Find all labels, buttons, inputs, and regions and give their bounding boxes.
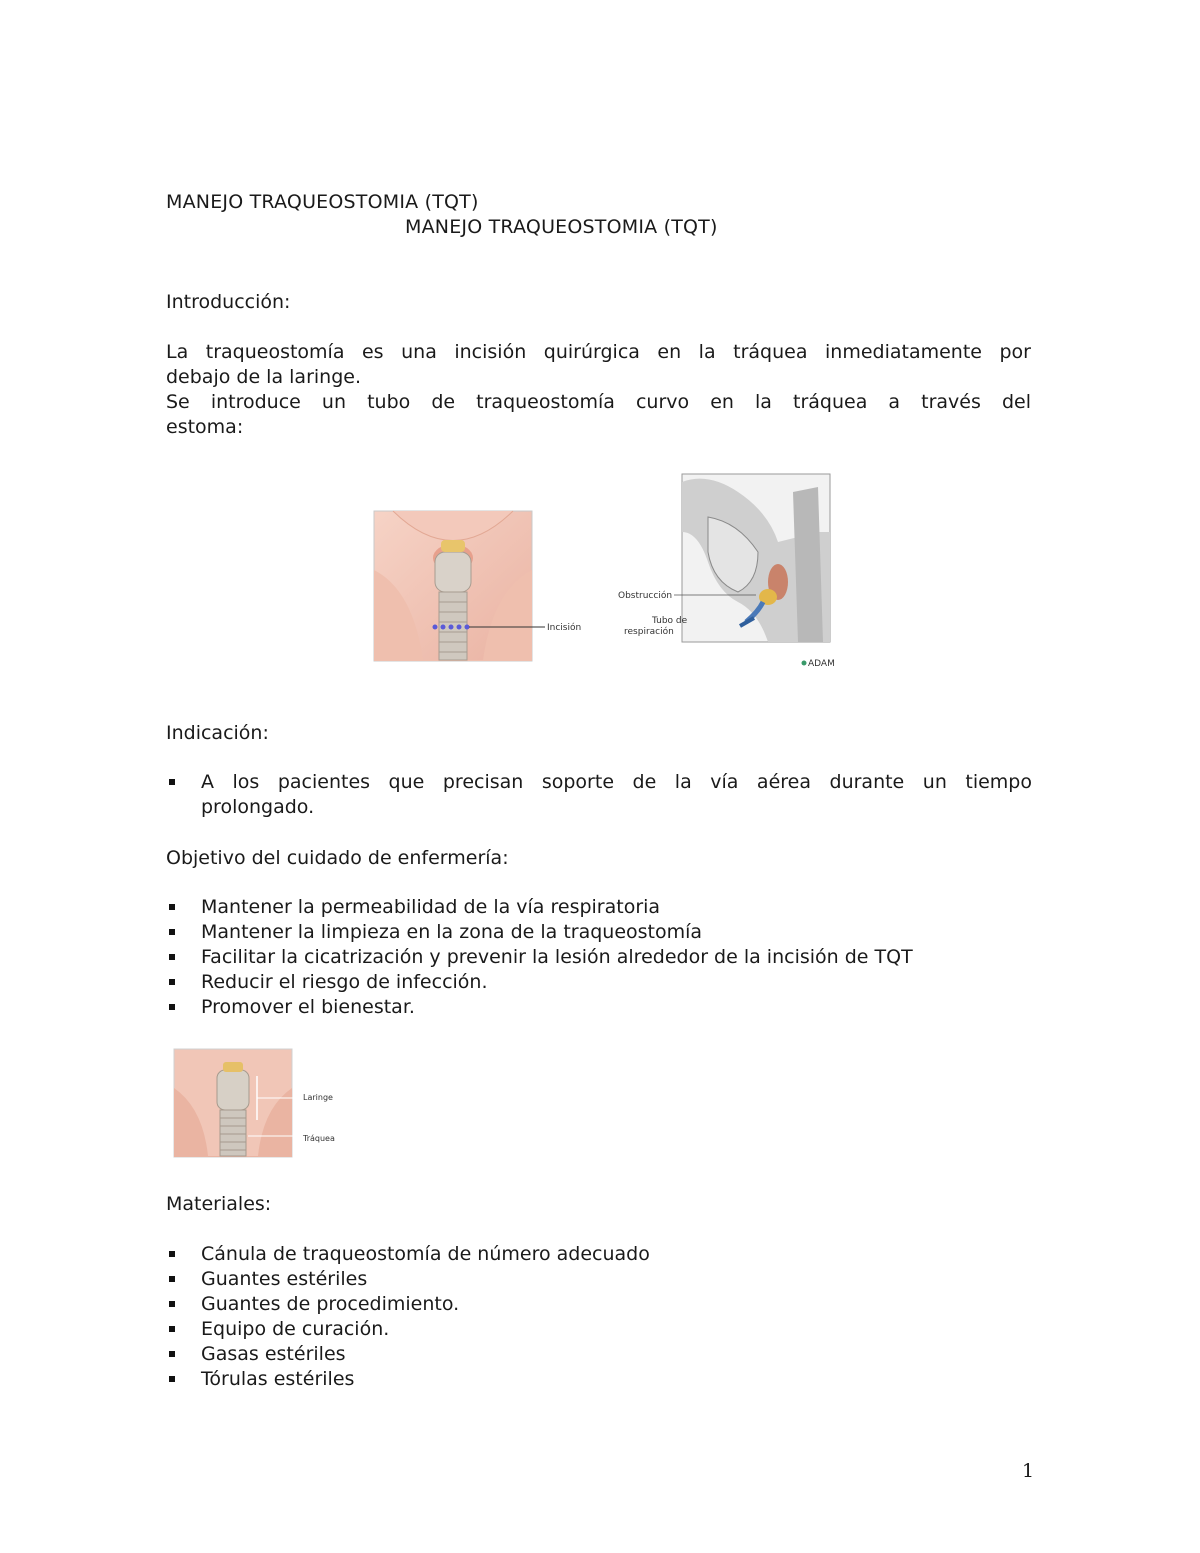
bullet-icon	[169, 904, 175, 910]
list-item: Guantes estériles	[166, 1267, 1036, 1292]
page-title: MANEJO TRAQUEOSTOMIA (TQT)	[166, 191, 479, 213]
objective-list	[166, 895, 1036, 1020]
materials-heading: Materiales:	[166, 1193, 272, 1215]
intro-line: estoma:	[166, 416, 244, 438]
neck-incision-illustration	[373, 510, 593, 665]
list-item: Equipo de curación.	[166, 1317, 1036, 1342]
list-item: Tórulas estériles	[166, 1367, 1036, 1392]
incision-label: Incisión	[547, 623, 582, 633]
bullet-icon	[169, 1326, 175, 1332]
list-item: A los pacientes que precisan soporte de la vía aérea durante un tiempo prolongado.	[166, 770, 1032, 820]
airway-obstruction-illustration	[618, 472, 853, 672]
bullet-icon	[169, 1276, 175, 1282]
intro-paragraph	[166, 340, 1031, 440]
list-item: Facilitar la cicatrización y prevenir la lesión alrededor de la incisión de TQT	[166, 945, 1036, 970]
tube-label-1: Tubo de	[652, 616, 688, 626]
intro-heading: Introducción:	[166, 291, 291, 313]
bullet-icon	[169, 1301, 175, 1307]
materials-list	[166, 1242, 1036, 1392]
list-item: Cánula de traqueostomía de número adecuado	[166, 1242, 1036, 1267]
list-item: Reducir el riesgo de infección.	[166, 970, 1036, 995]
tube-label-2: respiración	[624, 627, 674, 637]
obstruction-label: Obstrucción	[618, 591, 673, 601]
indication-list	[166, 770, 1032, 820]
indication-heading: Indicación:	[166, 722, 269, 744]
bullet-icon	[169, 1351, 175, 1357]
objective-heading: Objetivo del cuidado de enfermería:	[166, 847, 509, 869]
bullet-icon	[169, 1376, 175, 1382]
bullet-icon	[169, 1004, 175, 1010]
adam-logo: ADAM	[808, 659, 835, 669]
page-number: 1	[1022, 1460, 1035, 1482]
list-item: Guantes de procedimiento.	[166, 1292, 1036, 1317]
intro-line: Se introduce un tubo de traqueostomía curvo en la tráquea a través del	[166, 391, 1031, 413]
trachea-label: Tráquea	[303, 1134, 335, 1143]
list-item: Gasas estériles	[166, 1342, 1036, 1367]
bullet-icon	[169, 1251, 175, 1257]
page-subtitle: MANEJO TRAQUEOSTOMIA (TQT)	[405, 216, 718, 238]
intro-line: La traqueostomía es una incisión quirúrgica en la tráquea inmediatamente por	[166, 341, 1031, 363]
list-item: Promover el bienestar.	[166, 995, 1036, 1020]
bullet-icon	[169, 929, 175, 935]
bullet-icon	[169, 954, 175, 960]
bullet-icon	[169, 779, 175, 785]
intro-line: debajo de la laringe.	[166, 366, 361, 388]
larynx-label: Laringe	[303, 1093, 333, 1102]
larynx-trachea-illustration	[173, 1048, 343, 1160]
list-item: Mantener la permeabilidad de la vía respiratoria	[166, 895, 1036, 920]
bullet-icon	[169, 979, 175, 985]
list-item: Mantener la limpieza en la zona de la traqueostomía	[166, 920, 1036, 945]
